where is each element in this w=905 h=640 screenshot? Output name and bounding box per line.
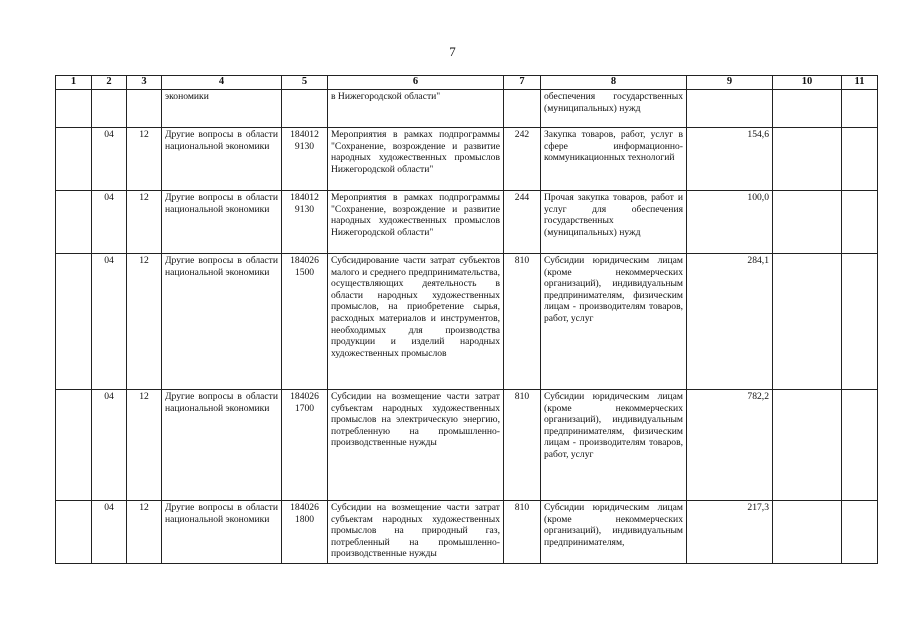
column-header: 10 [773, 76, 842, 90]
cell-subsection: 12 [127, 501, 162, 564]
cell-expense-type: обеспечения государственных (муниципальных) нужд [541, 90, 687, 128]
cell-program-name: в Нижегородской области" [328, 90, 504, 128]
cell-col1 [56, 191, 92, 254]
cell-section [92, 90, 127, 128]
cell-target-code: 184026 1500 [282, 254, 328, 390]
cell-amount [687, 90, 773, 128]
cell-expense-type: Субсидии юридическим лицам (кроме некоммерческих организаций), индивидуальным предпринимателям, [541, 501, 687, 564]
cell-section: 04 [92, 501, 127, 564]
column-header: 9 [687, 76, 773, 90]
cell-amount: 782,2 [687, 390, 773, 501]
table-row [56, 128, 878, 191]
cell-program-name: Мероприятия в рамках подпрограммы "Сохранение, возрождение и развитие народных художественных промыслов Нижегородской области" [328, 128, 504, 191]
cell-subsection: 12 [127, 128, 162, 191]
cell-amount: 100,0 [687, 191, 773, 254]
cell-target-code: 184026 1700 [282, 390, 328, 501]
header-row [56, 76, 878, 90]
cell-section-name: Другие вопросы в области национальной экономики [162, 191, 282, 254]
cell-target-code: 184026 1800 [282, 501, 328, 564]
cell-program-name: Субсидии на возмещение части затрат субъектам народных художественных промыслов на электрическую энергию, потребленную на промышленно-производственные нужды [328, 390, 504, 501]
cell-section-name: Другие вопросы в области национальной экономики [162, 128, 282, 191]
column-header: 7 [504, 76, 541, 90]
cell-col1 [56, 390, 92, 501]
cell-col11 [842, 128, 878, 191]
table-row [56, 254, 878, 390]
cell-subsection: 12 [127, 191, 162, 254]
cell-amount: 284,1 [687, 254, 773, 390]
cell-col1 [56, 254, 92, 390]
column-header: 3 [127, 76, 162, 90]
cell-program-name: Субсидии на возмещение части затрат субъектам народных художественных промыслов на природный газ, потребленный на промышленно-производственные нужды [328, 501, 504, 564]
cell-col10 [773, 501, 842, 564]
cell-col10 [773, 254, 842, 390]
cell-section-name: Другие вопросы в области национальной экономики [162, 390, 282, 501]
cell-col11 [842, 90, 878, 128]
column-header: 6 [328, 76, 504, 90]
cell-expense-code: 242 [504, 128, 541, 191]
table-row [56, 390, 878, 501]
cell-col11 [842, 254, 878, 390]
cell-col10 [773, 90, 842, 128]
cell-section: 04 [92, 128, 127, 191]
cell-col1 [56, 501, 92, 564]
page-number: 7 [449, 44, 456, 59]
column-header: 2 [92, 76, 127, 90]
column-header: 8 [541, 76, 687, 90]
cell-col1 [56, 90, 92, 128]
cell-target-code [282, 90, 328, 128]
column-header: 11 [842, 76, 878, 90]
cell-section: 04 [92, 390, 127, 501]
cell-expense-type: Субсидии юридическим лицам (кроме некоммерческих организаций), индивидуальным предпринимателям, физическим лицам - производителям товаров, работ, услуг [541, 254, 687, 390]
cell-expense-type: Прочая закупка товаров, работ и услуг для обеспечения государственных (муниципальных) нужд [541, 191, 687, 254]
cell-expense-type: Субсидии юридическим лицам (кроме некоммерческих организаций), индивидуальным предпринимателям, физическим лицам - производителям товаров, работ, услуг [541, 390, 687, 501]
cell-col1 [56, 128, 92, 191]
cell-program-name: Мероприятия в рамках подпрограммы "Сохранение, возрождение и развитие народных художественных промыслов Нижегородской области" [328, 191, 504, 254]
cell-expense-code: 244 [504, 191, 541, 254]
cell-expense-code [504, 90, 541, 128]
cell-col10 [773, 128, 842, 191]
cell-program-name: Субсидирование части затрат субъектов малого и среднего предпринимательства, осуществляющих деятельность в области народных художественных промыслов, на приобретение сырья, расходных материалов и инструментов, необходимых для производства продукции и изделий народных художественных промыслов [328, 254, 504, 390]
cell-col10 [773, 390, 842, 501]
cell-section: 04 [92, 191, 127, 254]
table-row [56, 501, 878, 564]
cell-col11 [842, 390, 878, 501]
cell-expense-code: 810 [504, 501, 541, 564]
cell-amount: 154,6 [687, 128, 773, 191]
cell-section-name: Другие вопросы в области национальной экономики [162, 501, 282, 564]
cell-col11 [842, 191, 878, 254]
cell-expense-code: 810 [504, 390, 541, 501]
cell-section: 04 [92, 254, 127, 390]
cell-amount: 217,3 [687, 501, 773, 564]
column-header: 4 [162, 76, 282, 90]
column-header: 1 [56, 76, 92, 90]
cell-expense-code: 810 [504, 254, 541, 390]
budget-table [55, 75, 878, 564]
cell-col11 [842, 501, 878, 564]
cell-col10 [773, 191, 842, 254]
cell-section-name: Другие вопросы в области национальной экономики [162, 254, 282, 390]
table-row [56, 191, 878, 254]
cell-subsection: 12 [127, 390, 162, 501]
cell-target-code: 184012 9130 [282, 128, 328, 191]
cell-expense-type: Закупка товаров, работ, услуг в сфере информационно-коммуникационных технологий [541, 128, 687, 191]
cell-subsection [127, 90, 162, 128]
cell-section-name: экономики [162, 90, 282, 128]
cell-target-code: 184012 9130 [282, 191, 328, 254]
column-header: 5 [282, 76, 328, 90]
table-row [56, 90, 878, 128]
cell-subsection: 12 [127, 254, 162, 390]
